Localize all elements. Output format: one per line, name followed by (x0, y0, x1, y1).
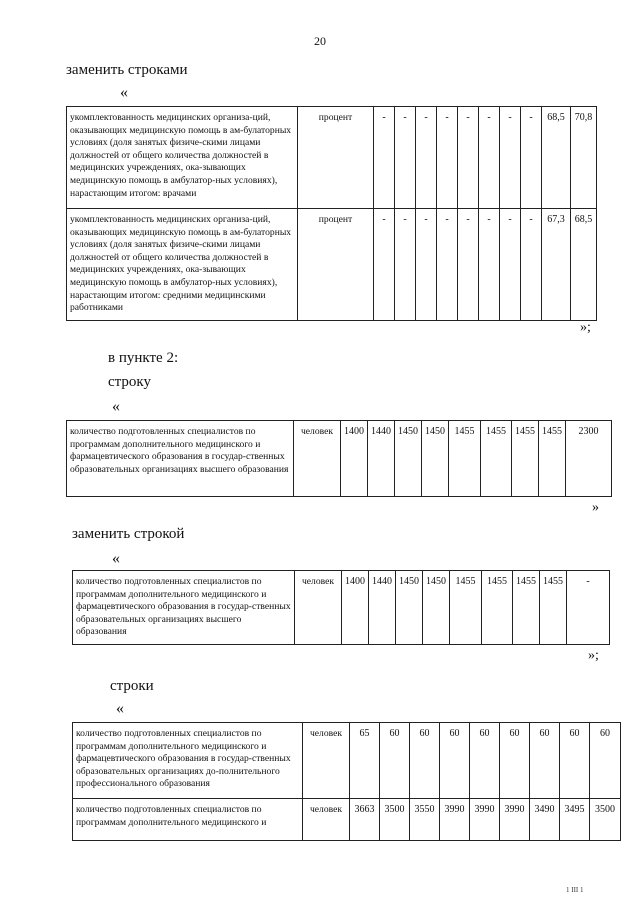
value-cell: 1440 (369, 571, 396, 645)
value-cell: 1455 (482, 571, 513, 645)
value-cell: 3990 (470, 799, 500, 841)
value-cell: 1440 (368, 421, 395, 497)
value-cell: 3550 (410, 799, 440, 841)
instruction-rows: строки (110, 678, 154, 694)
value-cell: 2300 (566, 421, 612, 497)
value-cell: - (374, 107, 395, 209)
unit-cell: человек (294, 421, 341, 497)
unit-cell: человек (295, 571, 342, 645)
value-cell: 1455 (540, 571, 567, 645)
close-quote: »; (580, 320, 591, 335)
value-cell: 60 (530, 723, 560, 799)
value-cell: 1455 (512, 421, 539, 497)
value-cell: 67,3 (542, 209, 571, 321)
close-quote: »; (588, 648, 599, 663)
close-quote: » (592, 500, 599, 515)
table-row (67, 421, 612, 497)
indicator-description: укомплектованность медицинских организа-ций, оказывающих медицинскую помощь в ам-булаторных условиях (доля занятых физиче-скими лицами должностей от общего количества должностей в медицинских учреждениях, ока-зывающих медицинскую помощь в амбулатор-ных условиях), нарастающим итогом: средними медицинскими работниками (67, 209, 298, 321)
value-cell: 1455 (449, 421, 481, 497)
indicator-description: количество подготовленных специалистов по программам дополнительного медицинского и фармацевтического образования в государ-ственных образовательных организациях до-полнительного профессионального образования (73, 723, 303, 799)
instruction-row: строку (108, 374, 151, 390)
value-cell: - (374, 209, 395, 321)
value-cell: 60 (590, 723, 621, 799)
value-cell: - (458, 209, 479, 321)
indicator-description: количество подготовленных специалистов по программам дополнительного медицинского и фармацевтического образования в государ-ственных образовательных организациях высшего образования (73, 571, 295, 645)
table-row (67, 209, 597, 321)
value-cell: - (567, 571, 610, 645)
value-cell: 1455 (450, 571, 482, 645)
value-cell: - (500, 209, 521, 321)
value-cell: 3500 (380, 799, 410, 841)
indicator-table-4 (72, 722, 621, 841)
open-quote: « (116, 700, 124, 717)
value-cell: 3495 (560, 799, 590, 841)
value-cell: - (416, 107, 437, 209)
value-cell: 1455 (513, 571, 540, 645)
open-quote: « (112, 550, 120, 567)
open-quote: « (112, 398, 120, 415)
value-cell: - (479, 209, 500, 321)
value-cell: 1455 (539, 421, 566, 497)
value-cell: - (521, 107, 542, 209)
value-cell: 1450 (396, 571, 423, 645)
indicator-description: количество подготовленных специалистов по программам дополнительного медицинского и (73, 799, 303, 841)
value-cell: 68,5 (571, 209, 597, 321)
value-cell: - (395, 107, 416, 209)
value-cell: - (479, 107, 500, 209)
value-cell: 1400 (341, 421, 368, 497)
indicator-description: укомплектованность медицинских организа-ций, оказывающих медицинскую помощь в ам-булаторных условиях (доля занятых физиче-скими лицами должностей от общего количества должностей в медицинских учреждениях, ока-зывающих медицинскую помощь в амбулатор-ных условиях), нарастающим итогом: врачами (67, 107, 298, 209)
value-cell: - (437, 107, 458, 209)
table-row (73, 571, 610, 645)
value-cell: 60 (380, 723, 410, 799)
value-cell: 1450 (395, 421, 422, 497)
value-cell: 60 (440, 723, 470, 799)
value-cell: 1450 (422, 421, 449, 497)
value-cell: 70,8 (571, 107, 597, 209)
indicator-table-2 (66, 420, 612, 497)
value-cell: - (521, 209, 542, 321)
footer-mark: 1 III 1 (566, 886, 584, 894)
table-row (73, 799, 621, 841)
value-cell: - (416, 209, 437, 321)
value-cell: 3500 (590, 799, 621, 841)
indicator-table-1 (66, 106, 597, 321)
value-cell: 3490 (530, 799, 560, 841)
value-cell: 65 (350, 723, 380, 799)
instruction-replace-rows: заменить строками (66, 62, 188, 78)
value-cell: - (437, 209, 458, 321)
value-cell: - (395, 209, 416, 321)
unit-cell: процент (298, 209, 374, 321)
value-cell: 60 (560, 723, 590, 799)
value-cell: 1400 (342, 571, 369, 645)
value-cell: 1450 (423, 571, 450, 645)
value-cell: - (500, 107, 521, 209)
page-number: 20 (314, 34, 326, 48)
value-cell: 60 (470, 723, 500, 799)
unit-cell: человек (303, 799, 350, 841)
indicator-description: количество подготовленных специалистов по программам дополнительного медицинского и фармацевтического образования в государ-ственных образовательных организациях высшего образования (67, 421, 294, 497)
value-cell: 60 (500, 723, 530, 799)
table-row (67, 107, 597, 209)
instruction-in-point-2: в пункте 2: (108, 350, 179, 366)
value-cell: 1455 (481, 421, 512, 497)
value-cell: - (458, 107, 479, 209)
value-cell: 3990 (500, 799, 530, 841)
table-row (73, 723, 621, 799)
value-cell: 60 (410, 723, 440, 799)
value-cell: 68,5 (542, 107, 571, 209)
unit-cell: человек (303, 723, 350, 799)
value-cell: 3663 (350, 799, 380, 841)
value-cell: 3990 (440, 799, 470, 841)
open-quote: « (120, 84, 128, 101)
instruction-replace-row: заменить строкой (72, 526, 185, 542)
unit-cell: процент (298, 107, 374, 209)
indicator-table-3 (72, 570, 610, 645)
